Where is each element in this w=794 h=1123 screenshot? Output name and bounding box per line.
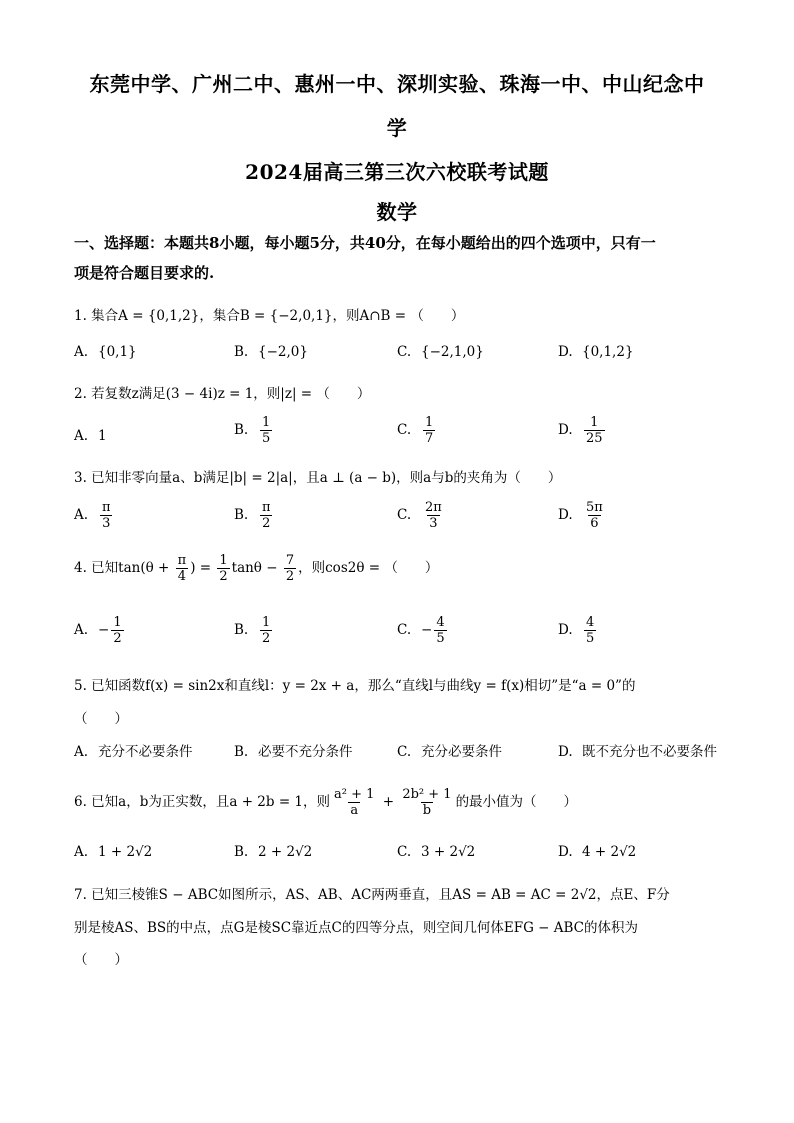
question-2-option-a: A. 1 — [74, 428, 107, 444]
question-3-option-c: C. $\frac{2\pi}{3}$ — [397, 500, 442, 531]
question-5-option-c: C. 充分必要条件 — [397, 744, 502, 760]
question-4-stem: 4. 已知tan(θ + $\frac{\pi}{4}$ ) = $\frac{1}{2}$ tanθ − $\frac{7}{2}$ ，则cos2θ = （ ） — [74, 553, 439, 584]
question-3-option-a: A. $\frac{\pi}{3}$ — [74, 500, 111, 531]
question-3-option-b: B. $\frac{\pi}{2}$ — [234, 500, 271, 531]
section-heading-line1: 一、选择题：本题共8小题，每小题5分，共40分，在每小题给出的四个选项中，只有一 — [74, 234, 656, 252]
question-7-stem: 7. 已知三棱锥S − ABC如图所示，AS、AB、AC两两垂直，且AS = AB = AC = 2√2，点E、F分 — [74, 887, 670, 903]
question-6-option-d: D. 4 + 2√2 — [558, 844, 637, 860]
section-heading-line2: 项是符合题目要求的. — [74, 264, 215, 282]
school-names-line2: 学 — [386, 116, 408, 140]
question-7-stem-line2: 别是棱AS、BS的中点，点G是棱SC靠近点C的四等分点，则空间几何体EFG − ABC的体积为 — [74, 920, 639, 936]
question-5-stem: 5. 已知函数f(x) = sin2x和直线l：y = 2x + a，那么“直线l与曲线y = f(x)相切”是“a = 0”的 — [74, 678, 636, 694]
question-6-option-c: C. 3 + 2√2 — [397, 844, 476, 860]
question-5-option-a: A. 充分不必要条件 — [74, 744, 193, 760]
question-2-option-c: C. $\frac{1}{7}$ — [397, 415, 434, 446]
question-2-option-b: B. $\frac{1}{5}$ — [234, 415, 271, 446]
question-6-option-b: B. 2 + 2√2 — [234, 844, 313, 860]
question-3-option-d: D. $\frac{5\pi}{6}$ — [558, 500, 603, 531]
question-4-option-c: C. − $\frac{4}{5}$ — [397, 615, 445, 646]
question-1-option-d: D. {0,1,2} — [558, 344, 634, 360]
exam-title: 2024届高三第三次六校联考试题 — [245, 160, 549, 184]
question-1-option-b: B. {−2,0} — [234, 344, 308, 360]
question-4-option-b: B. $\frac{1}{2}$ — [234, 615, 271, 646]
question-2-stem: 2. 若复数z满足(3 − 4i)z = 1，则|z| = （ ） — [74, 386, 371, 402]
question-5-stem-line2: （ ） — [74, 711, 128, 727]
question-1-option-a: A. {0,1} — [74, 344, 137, 360]
question-1-stem: 1. 集合A = {0,1,2}，集合B = {−2,0,1}，则A∩B = （ ） — [74, 308, 465, 324]
question-1-option-c: C. {−2,1,0} — [397, 344, 484, 360]
subject-title: 数学 — [376, 200, 418, 224]
question-6-option-a: A. 1 + 2√2 — [74, 844, 153, 860]
question-5-option-d: D. 既不充分也不必要条件 — [558, 744, 717, 760]
school-names-line1: 东莞中学、广州二中、惠州一中、深圳实验、珠海一中、中山纪念中 — [89, 72, 705, 96]
question-3-stem: 3. 已知非零向量a、b满足|b| = 2|a|，且a ⊥ (a − b)，则a与b的夹角为（ ） — [74, 470, 562, 486]
question-4-option-d: D. $\frac{4}{5}$ — [558, 615, 595, 646]
question-6-stem: 6. 已知a，b为正实数，且a + 2b = 1，则 $\frac{\text{a² + 1}}{a}$ + $\frac{\text{2b² + 1}}{b}$ 的最小值为（ ） — [74, 787, 578, 818]
question-4-option-a: A. − $\frac{1}{2}$ — [74, 615, 122, 646]
question-5-option-b: B. 必要不充分条件 — [234, 744, 353, 760]
question-2-option-d: D. $\frac{1}{25}$ — [558, 415, 603, 446]
question-7-stem-line3: （ ） — [74, 952, 128, 968]
